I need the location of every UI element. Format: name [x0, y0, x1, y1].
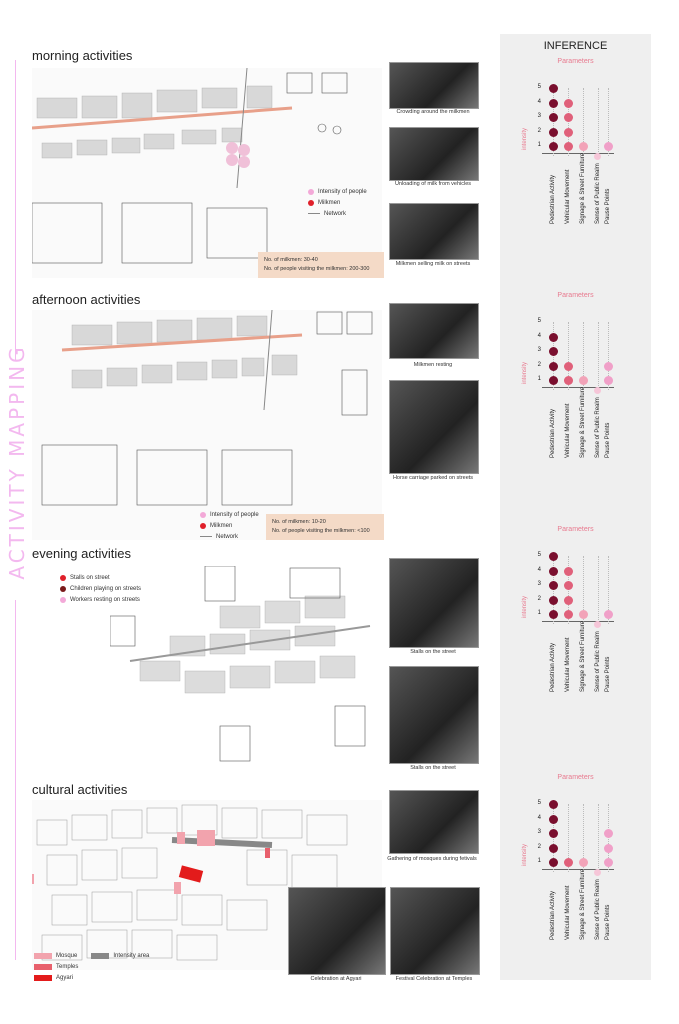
x-tick-label: Signage & Street Furniture	[580, 620, 586, 692]
x-tick-label: Vehicular Movement	[565, 885, 571, 940]
y-tick-label: 5	[537, 84, 541, 90]
morning-stats: No. of milkmen: 30-40 No. of people visiting the milkmen: 200-300	[258, 252, 384, 278]
section-title-cultural: cultural activities	[32, 782, 128, 797]
afternoon-map	[32, 310, 382, 540]
intensity-point	[564, 142, 573, 151]
x-tick-label: Sense of Public Realm	[595, 163, 601, 224]
intensity-point	[549, 142, 558, 151]
intensity-point	[564, 610, 573, 619]
x-tick-label: Vehicular Movement	[565, 637, 571, 692]
intensity-point	[549, 844, 558, 853]
section-title-morning: morning activities	[32, 48, 133, 63]
intensity-point	[604, 844, 613, 853]
y-tick-label: 3	[537, 829, 541, 835]
intensity-point	[604, 362, 613, 371]
legend-item: Network	[200, 531, 259, 542]
y-tick-label: 5	[537, 800, 541, 806]
legend-item: Intensity of people	[200, 509, 259, 520]
intensity-point	[549, 376, 558, 385]
evening-photo-1	[389, 558, 479, 648]
y-tick-label: 1	[537, 610, 541, 616]
x-tick-label: Sense of Public Realm	[595, 631, 601, 692]
evening-map	[110, 566, 380, 766]
y-tick-label: 3	[537, 347, 541, 353]
intensity-point	[579, 142, 588, 151]
side-line-top	[15, 60, 16, 360]
intensity-point	[549, 596, 558, 605]
intensity-chart	[500, 288, 651, 518]
x-tick-label: Pedestrian Activity	[550, 890, 556, 940]
x-tick-label: Pedestrian Activity	[550, 642, 556, 692]
intensity-chart	[500, 770, 651, 1000]
inference-panel	[500, 34, 651, 980]
afternoon-caption-2: Horse carriage parked on streets	[392, 475, 474, 481]
y-tick-label: 1	[537, 142, 541, 148]
section-title-evening: evening activities	[32, 546, 131, 561]
intensity-point	[549, 333, 558, 342]
legend-item: Children playing on streets	[60, 583, 141, 594]
y-tick-label: 4	[537, 98, 541, 105]
intensity-point	[549, 567, 558, 576]
intensity-point	[604, 142, 613, 151]
y-tick-label: 4	[537, 332, 541, 339]
morning-map	[32, 68, 382, 278]
legend-item: Workers resting on streets	[60, 594, 141, 605]
cultural-legend	[34, 950, 149, 983]
legend-item: Agyari	[34, 972, 149, 983]
x-tick-label: Vehicular Movement	[565, 403, 571, 458]
afternoon-photo-1	[389, 303, 479, 359]
afternoon-stats: No. of milkmen: 10-20 No. of people visiting the milkmen: <100	[266, 514, 384, 540]
x-tick-label: Signage & Street Furniture	[580, 868, 586, 940]
intensity-point	[604, 829, 613, 838]
x-tick-label: Pause Points	[605, 904, 611, 940]
gridline	[598, 556, 599, 624]
y-tick-label: 5	[537, 552, 541, 558]
intensity-point	[594, 621, 601, 628]
legend-item: Mosque Intensity area	[34, 950, 149, 961]
legend-item: Milkmen	[308, 197, 367, 208]
intensity-point	[594, 153, 601, 160]
morning-caption-3: Milkmen selling milk on streets	[395, 261, 471, 267]
intensity-point	[564, 362, 573, 371]
intensity-point	[549, 99, 558, 108]
intensity-point	[549, 581, 558, 590]
evening-caption-2: Stalls on the street	[410, 765, 456, 771]
x-tick-label: Pause Points	[605, 656, 611, 692]
intensity-point	[549, 113, 558, 122]
x-tick-label: Sense of Public Realm	[595, 397, 601, 458]
cultural-caption-2: Celebration at Agyari	[310, 976, 362, 982]
intensity-point	[549, 858, 558, 867]
chart-title: Parameters	[557, 774, 594, 781]
x-tick-label: Pedestrian Activity	[550, 408, 556, 458]
afternoon-caption-1: Milkmen resting	[413, 362, 453, 368]
cultural-photo-1	[389, 790, 479, 854]
intensity-point	[549, 362, 558, 371]
intensity-point	[549, 347, 558, 356]
y-tick-label: 5	[537, 318, 541, 324]
inference-title: INFERENCE	[543, 40, 608, 52]
intensity-point	[564, 596, 573, 605]
legend-item: Milkmen	[200, 520, 259, 531]
side-line-bottom	[15, 600, 16, 960]
morning-photo-1	[389, 62, 479, 109]
legend-item: Network	[308, 208, 367, 219]
gridline	[598, 88, 599, 156]
cultural-photo-2	[288, 887, 386, 975]
section-title-afternoon: afternoon activities	[32, 292, 141, 307]
y-tick-label: 2	[537, 843, 541, 850]
y-tick-label: 2	[537, 595, 541, 602]
cultural-caption-3: Festival Celebration at Temples	[395, 976, 473, 982]
afternoon-legend	[200, 509, 259, 542]
intensity-point	[579, 858, 588, 867]
y-tick-label: 4	[537, 814, 541, 821]
morning-caption-1: Crowding around the milkmen	[396, 109, 470, 115]
afternoon-photo-2	[389, 380, 479, 474]
y-axis-label: intensity	[522, 361, 528, 384]
intensity-point	[549, 610, 558, 619]
x-tick-label: Signage & Street Furniture	[580, 152, 586, 224]
intensity-point	[604, 610, 613, 619]
legend-item: Stalls on street	[60, 572, 141, 583]
x-tick-label: Vehicular Movement	[565, 169, 571, 224]
evening-caption-1: Stalls on the street	[410, 649, 456, 655]
y-axis-label: intensity	[522, 127, 528, 150]
chart-title: Parameters	[557, 526, 594, 533]
intensity-point	[604, 376, 613, 385]
y-axis-label: intensity	[522, 595, 528, 618]
intensity-point	[564, 113, 573, 122]
x-tick-label: Signage & Street Furniture	[580, 386, 586, 458]
intensity-point	[564, 376, 573, 385]
intensity-point	[549, 128, 558, 137]
gridline	[598, 322, 599, 390]
legend-item: Intensity of people	[308, 186, 367, 197]
y-tick-label: 4	[537, 566, 541, 573]
y-tick-label: 2	[537, 361, 541, 368]
intensity-point	[549, 84, 558, 93]
intensity-point	[564, 99, 573, 108]
intensity-point	[594, 387, 601, 394]
intensity-point	[549, 800, 558, 809]
intensity-point	[549, 829, 558, 838]
intensity-point	[549, 815, 558, 824]
intensity-point	[564, 128, 573, 137]
intensity-point	[604, 858, 613, 867]
intensity-chart	[500, 522, 651, 752]
intensity-point	[564, 858, 573, 867]
y-tick-label: 3	[537, 113, 541, 119]
y-tick-label: 1	[537, 858, 541, 864]
x-tick-label: Pause Points	[605, 188, 611, 224]
cultural-caption-1: Gathering of mosques during fetivals	[387, 856, 477, 862]
y-axis-label: intensity	[522, 843, 528, 866]
intensity-point	[564, 567, 573, 576]
legend-item: Temples	[34, 961, 149, 972]
gridline	[598, 804, 599, 872]
x-tick-label: Pedestrian Activity	[550, 174, 556, 224]
intensity-point	[564, 581, 573, 590]
y-tick-label: 1	[537, 376, 541, 382]
y-tick-label: 2	[537, 127, 541, 134]
y-tick-label: 3	[537, 581, 541, 587]
chart-title: Parameters	[557, 58, 594, 65]
chart-title: Parameters	[557, 292, 594, 299]
intensity-point	[579, 376, 588, 385]
cultural-photo-3	[390, 887, 480, 975]
intensity-point	[579, 610, 588, 619]
x-tick-label: Sense of Public Realm	[595, 879, 601, 940]
x-tick-label: Pause Points	[605, 422, 611, 458]
evening-photo-2	[389, 666, 479, 764]
intensity-point	[549, 552, 558, 561]
morning-photo-2	[389, 127, 479, 181]
intensity-point	[594, 869, 601, 876]
morning-photo-3	[389, 203, 479, 260]
side-title: ACTIVITY MAPPING	[5, 344, 29, 580]
intensity-chart	[500, 54, 651, 284]
morning-caption-2: Unloading of milk from vehicles	[394, 181, 472, 187]
morning-legend	[308, 186, 367, 219]
